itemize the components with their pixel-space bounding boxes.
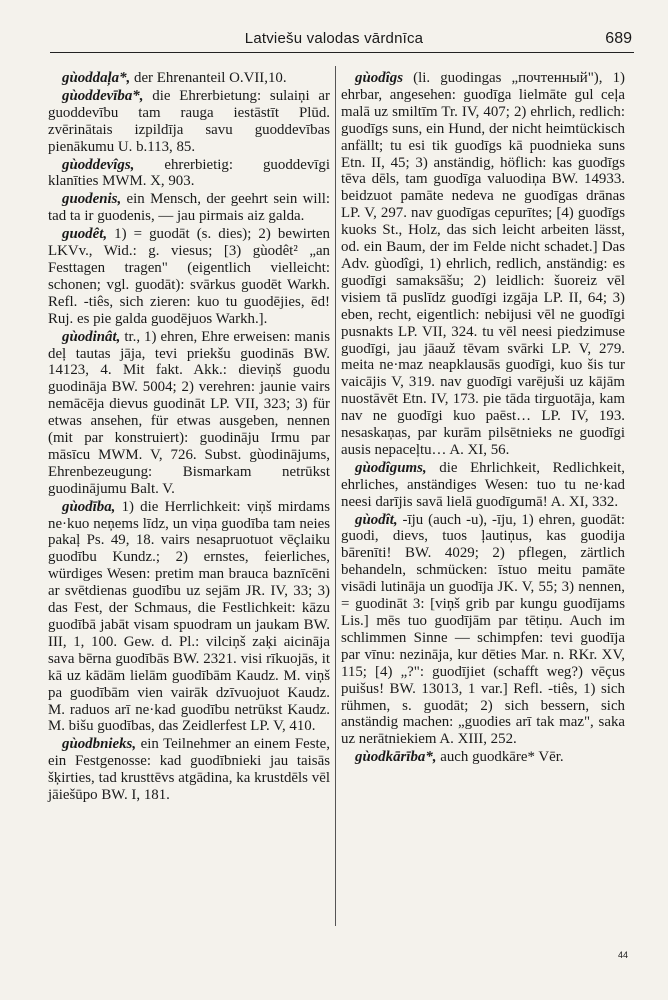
headword: guodêt, [62, 226, 108, 243]
headword: gùoddaļa*, [62, 70, 131, 86]
column-divider [335, 66, 336, 926]
entry-body: 1) = guodāt (s. dies); 2) bewirten LKVv., Wid.: g. viesus; [3) gùodêt² „an Festtagen tragen" (eigentlich vielleicht: schonen; vgl. guodāt): svārkus guodēt Warkh. Refl. -tiês, sich zieren: kuo tu guodējies, ēd! Ruj. es pie galda guodējuos Warkh.]. [48, 226, 330, 327]
printer-mark: 44 [617, 950, 628, 960]
running-title: Latviešu valodas vārdnīca [244, 30, 424, 47]
dictionary-entry [341, 749, 625, 766]
entry-body: die Ehrlichkeit, Redlichkeit, ehrliches, anständiges Wesen: tuo tu ne·kad neesi darījis savā lielā guodīgumā! A. XI, 332. [341, 459, 625, 510]
dictionary-entry [48, 736, 330, 804]
headword: gùoddevîgs, [62, 156, 135, 173]
entry-body: ehrerbietig: guoddevīgi klanīties MWM. X, 903. [48, 156, 330, 190]
page-header [0, 0, 668, 60]
headword: gùodkārība*, [355, 749, 437, 766]
dictionary-entry [48, 88, 330, 156]
entry-body: ein Teilnehmer an einem Feste, ein Festgenosse: kad guodībnieki jau taisās šķirties, tad krusttēvs atgādina, ka krustdēls vēl jāiešūpo BW. I, 181. [48, 736, 330, 804]
entry-body: 1) die Herrlichkeit: viņš mirdams ne·kuo neņems līdz, un viņa guodība tam neies pakaļ Ps. 49, 18. vairs nesapruotuot vēçlaiku guodību Kundz.; 2) ernstes, feierliches, würdiges Wesen: pretim man brauca baznīcēni ar svētdienas guodību uz sejām JR. IV, 33; 3) das Fest, der Schmaus, die Festlichkeit: kāzu guodībā jabāt visam spuodram un jaukam BW. III, 1, 100. Gew. d. Pl.: vilciņš zaķi aicināja sava bērna guodībās BW. 2321. visi rīkuojās, it kā uz kādām lielām guodībām Kaudz. M. viņš pa guodībām vien vairāk dzīvuojuot Kaudz. M. raduos arī ne·kad guodību netrūkst Kaudz. M. bišu guodības, das Zeidlerfest LP. V, 410. [48, 498, 330, 735]
entry-body: der Ehrenanteil O.VII,10. [134, 70, 287, 86]
page-number: 689 [605, 30, 632, 47]
entry-body: auch guodkāre* Vēr. [440, 749, 564, 766]
headword: gùodîgums, [355, 459, 427, 476]
header-rule [50, 52, 634, 53]
entry-body: (li. guodingas „почтенный"), 1) ehrbar, angesehen: guodīga lielmāte gul ceļa malā uz smiltīm Tr. IV, 407; 2) ehrlich, redlich: guodīgs suns, ein Hund, der nicht heimtückisch anfällt; tu esi tik guodīgs kā puodnieka suns Etn. II, 45; 3) anständig, höflich: kas guodīgs tēva dēls, tam guodīga valuodiņa BW. 14933. beidzuot pamāte nedeva ne guodīgas drānas LP. V, 297. nav guodīgas cepurītes; [4) guodīgs kuoks St., Holz, das sich leicht arbeiten lässt, od. ein Baum, der im Felde nicht schadet.] Das Adv. gùodîgi, 1) ehrlich, redlich, anständig: es guodīgi samaksāšu; 2) leidlich: šuoreiz vēl visiem tā puslīdz guodīgi izgāja LP. II, 64; 3) eben, recht, eigentlich: nebijusi vēl ne guodīgi pusnakts LP. VII, 324. tu vēl neesi piedzimuse guodīgi, jau jāauž tēvam svārki LP. V, 279. meita ne·maz neapklausās guodīgi, kuo šis tur vaicājis V, 319. nav guodīgi varējuši uz kājām nuostāvēt Etn. IV, 173. pie tāda tirguotāja, kam nav ne guodīgi kuo paēst… LP. IV, 193. nesaskaņas, par kurām pilsētnieks ne guodīgi ausis nepaceļtu… A. XI, 56. [341, 70, 625, 458]
left-column [48, 70, 330, 805]
dictionary-entry [48, 70, 330, 87]
headword: guodenis, [62, 191, 122, 208]
dictionary-entry [48, 191, 330, 225]
entry-body: tr., 1) ehren, Ehre erweisen: manis deļ tautas jāja, tevi priekšu guodinās BW. 14123, 4. Mit fakt. Akk.: dieviņš guodu guodināja BW. 5004; 2) verehren: jaunie vairs nemācēja dievus guodināt LP. VII, 323; 3) für etwas ansehen, für etwas ausgeben, nennen (mit par konstruiert): guodināju Irmu par māsīcu MWM. V, 726. Subst. gùodinājums, Ehrenbezeugung: Bismarkam netrūkst guodinājumu Balt. V. [48, 328, 330, 497]
entry-body: -īju (auch -u), -īju, 1) ehren, guodāt: guodi, dievs, tuos ļautiņus, kas guodija bārenīti! BW. 4029; 2) pflegen, zärtlich behandeln, schmücken: īstuo meitu pamāte visādi lutināja un guodīja JK. V, 55; 3) nennen, = guodināt 3: [viņš grib par kungu guodījams Lis.] mēs tuo guodījām par tētiņu. Auch im schlimmen Sinne — schimpfen: tevi guodīja par vīnu: nezināja, kur dēties Mar. n. RKr. XV, 115; [4) „?": guodījiet (schafft weg?) vēçus puišus! BW. 13013, 1 var.] Refl. -tiês, 1) sich rühmen, s. guodāt; 2) sich bessern, sich anständig machen: „guodies arī tak maz", saka uz nerātniekiem A. XIII, 252. [341, 511, 625, 748]
headword: gùodinât, [62, 328, 121, 345]
headword: gùodît, [355, 511, 398, 528]
entry-body: die Ehrerbietung: sulaiņi ar guoddevību tam rauga iestāstīt Plūd. zvērinātais izpildīja savu guoddevības pienākumu U. b.113, 85. [48, 87, 330, 155]
dictionary-entry [48, 226, 330, 327]
entry-body: ein Mensch, der geehrt sein will: tad ta ir guodenis, — jau pirmais aiz galda. [48, 191, 330, 225]
dictionary-entry [341, 512, 625, 749]
headword: gùodbnieks, [62, 736, 137, 753]
dictionary-entry [48, 329, 330, 498]
dictionary-entry [48, 499, 330, 736]
dictionary-entry [341, 460, 625, 511]
headword: gùodîgs [355, 70, 403, 86]
dictionary-entry [48, 157, 330, 191]
right-column [341, 70, 625, 767]
dictionary-entry [341, 70, 625, 459]
headword: gùoddevība*, [62, 87, 144, 104]
headword: gùodība, [62, 498, 116, 515]
